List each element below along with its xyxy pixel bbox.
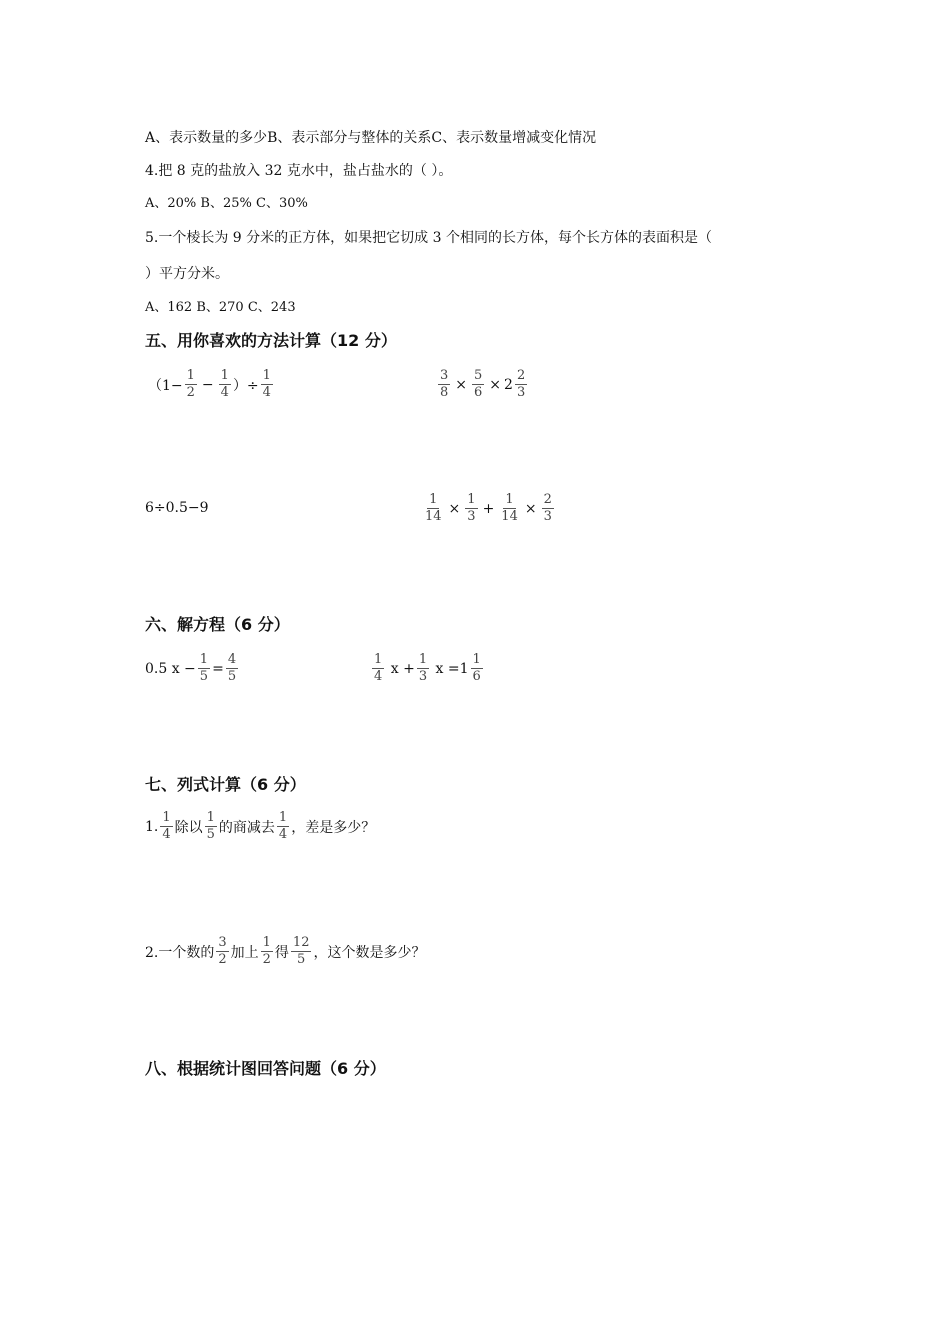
fraction: $\frac{1}{2}$	[186, 368, 195, 400]
q4-options: A、20% B、25% C、30%	[145, 196, 308, 211]
equation-2: $\frac{1}{4}$ x + $\frac{1}{3}$ x =1 $\frac{1}{6}$	[374, 652, 481, 684]
fraction: $\frac{1}{6}$	[472, 652, 481, 684]
fraction: $\frac{1}{14}$	[425, 492, 442, 524]
fraction: $\frac{1}{14}$	[501, 492, 518, 524]
word-problem-2: 2.一个数的 $\frac{3}{2}$ 加上 $\frac{1}{2}$ 得 $\frac{12}{5}$ ，这个数是多少？	[145, 935, 426, 967]
fraction: $\frac{4}{5}$	[227, 652, 237, 684]
e1-close: ）÷	[232, 377, 259, 394]
calc-expression-4	[421, 492, 556, 525]
fraction: $\frac{1}{4}$	[162, 810, 171, 842]
word-problem-1: 1. $\frac{1}{4}$ 除以 $\frac{1}{5}$ 的商减去 $\frac{1}{4}$ ，差是多少？	[145, 810, 376, 842]
times-sign: ×	[448, 500, 461, 517]
section6-title: 六、解方程（6 分）	[145, 615, 290, 634]
equation-1: 0.5 x − $\frac{1}{5}$ = $\frac{4}{5}$	[145, 652, 237, 684]
fraction: $\frac{1}{4}$	[374, 652, 383, 684]
times-sign: ×	[455, 376, 468, 393]
fraction: $\frac{3}{8}$	[440, 368, 449, 400]
calc-expression-3: 6÷0.5−9	[145, 500, 209, 516]
q5-options: A、162 B、270 C、243	[145, 300, 296, 315]
whole-number: 2	[504, 376, 513, 393]
fraction: $\frac{1}{5}$	[206, 810, 215, 842]
fraction: $\frac{1}{3}$	[467, 492, 476, 524]
fraction: $\frac{2}{3}$	[516, 368, 526, 400]
fraction: $\frac{5}{6}$	[474, 368, 483, 400]
fraction: $\frac{2}{3}$	[543, 492, 552, 524]
fraction: $\frac{1}{3}$	[418, 652, 428, 684]
times-sign: ×	[489, 376, 502, 393]
q3-options: A、表示数量的多少B、表示部分与整体的关系C、表示数量增减变化情况	[145, 130, 597, 146]
calc-expression-1	[148, 368, 275, 401]
section8-title: 八、根据统计图回答问题（6 分）	[145, 1059, 386, 1078]
q5-text: 5.一个棱长为 9 分米的正方体，如果把它切成 3 个相同的长方体，每个长方体的表面积是（	[145, 230, 712, 246]
fraction: $\frac{1}{4}$	[278, 810, 288, 842]
fraction: $\frac{1}{5}$	[199, 652, 209, 684]
e1-open: （1−	[148, 377, 183, 394]
section5-title: 五、用你喜欢的方法计算（12 分）	[145, 331, 397, 350]
q5-text-cont: ）平方分米。	[145, 266, 229, 282]
fraction: $\frac{12}{5}$	[292, 935, 310, 967]
minus-sign: −	[201, 376, 214, 393]
q4-text: 4.把 8 克的盐放入 32 克水中，盐占盐水的（ ）。	[145, 163, 453, 179]
equals-sign: =	[212, 660, 224, 677]
section7-title: 七、列式计算（6 分）	[145, 775, 306, 794]
fraction: $\frac{1}{2}$	[262, 935, 271, 967]
times-sign: ×	[524, 500, 537, 517]
calc-expression-2	[436, 368, 529, 401]
fraction: $\frac{1}{4}$	[262, 368, 271, 400]
fraction: $\frac{3}{2}$	[218, 935, 227, 967]
fraction: $\frac{1}{4}$	[220, 368, 229, 400]
plus-sign: +	[482, 500, 495, 517]
